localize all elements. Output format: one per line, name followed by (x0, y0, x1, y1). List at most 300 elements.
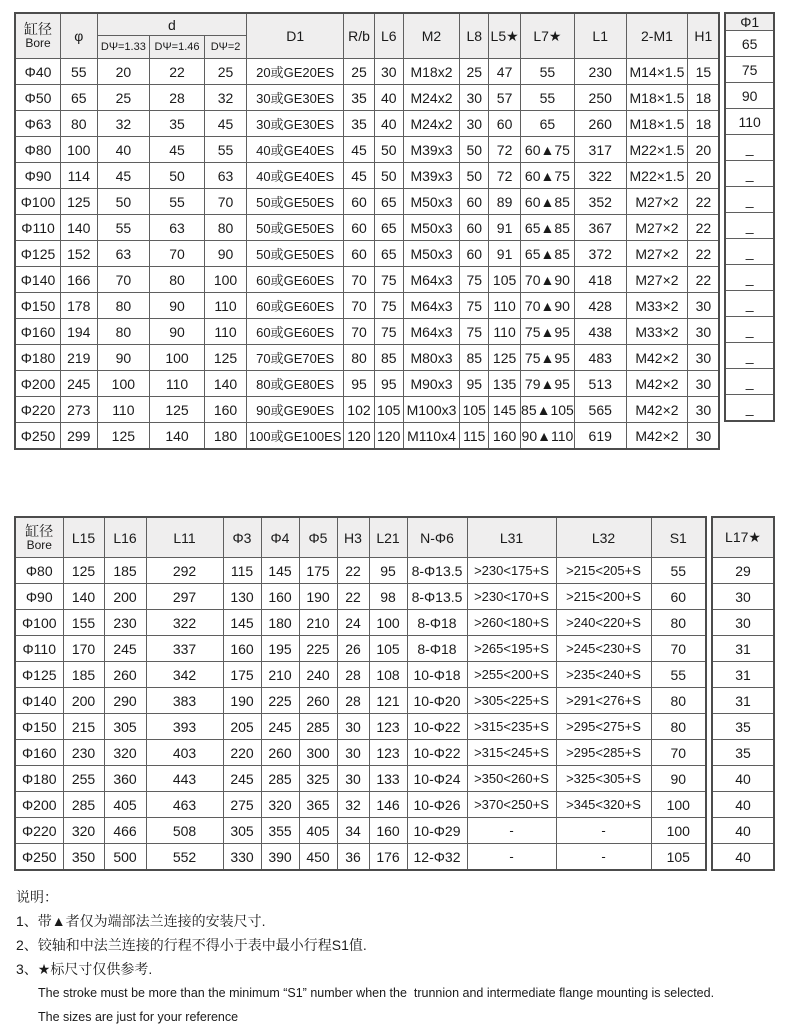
bore-cell: Φ220 (15, 397, 61, 423)
value-cell: 70▲90 (521, 267, 575, 293)
value-cell: 22 (688, 241, 720, 267)
bore-cell: Φ160 (15, 740, 63, 766)
value-cell: 65▲85 (521, 215, 575, 241)
value-cell: 105 (489, 267, 521, 293)
value-cell: 110 (489, 293, 521, 319)
col-header-l16: L16 (104, 517, 146, 558)
bore-cell: Φ250 (15, 844, 63, 871)
value-cell: 180 (204, 423, 246, 450)
value-cell: 367 (574, 215, 626, 241)
table-row (15, 844, 706, 871)
value-cell: 121 (369, 688, 407, 714)
value-cell: 70 (651, 636, 706, 662)
value-cell: 320 (261, 792, 299, 818)
value-cell: _ (725, 291, 774, 317)
table-row (15, 137, 719, 163)
value-cell: 65 (374, 241, 403, 267)
value-cell: 160 (204, 397, 246, 423)
note-item-2: 2、铰轴和中法兰连接的行程不得小于表中最小行程S1值. (16, 937, 367, 953)
value-cell: 105 (460, 397, 489, 423)
col-header-l6: L6 (374, 13, 403, 59)
col-header-h1: H1 (688, 13, 720, 59)
value-cell: 108 (369, 662, 407, 688)
value-cell: 65 (521, 111, 575, 137)
value-cell: 210 (261, 662, 299, 688)
value-cell: 100 (651, 792, 706, 818)
value-cell: >325<305+S (556, 766, 651, 792)
value-cell: 260 (261, 740, 299, 766)
bore-cell: Φ110 (15, 636, 63, 662)
bore-cell: Φ50 (15, 85, 61, 111)
col-header-d-group: d (97, 13, 247, 36)
bore-cell: Φ80 (15, 137, 61, 163)
value-cell: 65 (374, 189, 403, 215)
value-cell: M110x4 (403, 423, 460, 450)
value-cell: 100 (150, 345, 205, 371)
value-cell: 110 (725, 109, 774, 135)
table-row (712, 714, 774, 740)
table-row (725, 343, 774, 369)
table-row (15, 267, 719, 293)
value-cell: >215<200+S (556, 584, 651, 610)
value-cell: 35 (712, 740, 774, 766)
table-row (15, 558, 706, 584)
table2-header-row (15, 517, 706, 558)
value-cell: 80或GE80ES (247, 371, 344, 397)
value-cell: 30 (688, 397, 720, 423)
table2-header (15, 517, 706, 558)
value-cell: M33×2 (626, 293, 688, 319)
value-cell: >230<175+S (467, 558, 556, 584)
value-cell: 45 (150, 137, 205, 163)
value-cell: 552 (146, 844, 223, 871)
value-cell: 10-Φ24 (407, 766, 467, 792)
value-cell: 90 (651, 766, 706, 792)
bore-label-en: Bore (26, 537, 52, 552)
value-cell: 55 (204, 137, 246, 163)
value-cell: M14×1.5 (626, 59, 688, 85)
value-cell: 383 (146, 688, 223, 714)
value-cell: 115 (223, 558, 261, 584)
col-header-l7: L7★ (521, 13, 575, 59)
value-cell: 100或GE100ES (247, 423, 344, 450)
value-cell: 160 (223, 636, 261, 662)
value-cell: 60 (344, 215, 375, 241)
value-cell: 160 (489, 423, 521, 450)
value-cell: 225 (261, 688, 299, 714)
value-cell: >260<180+S (467, 610, 556, 636)
value-cell: 25 (344, 59, 375, 85)
value-cell: 30 (374, 59, 403, 85)
value-cell: 130 (223, 584, 261, 610)
table1-body (15, 59, 719, 450)
value-cell: 70 (204, 189, 246, 215)
value-cell: 90 (150, 293, 205, 319)
value-cell: 50 (460, 163, 489, 189)
col-header-d-2: DΨ=2 (204, 36, 246, 59)
value-cell: 428 (574, 293, 626, 319)
value-cell: 60▲85 (521, 189, 575, 215)
value-cell: 45 (344, 137, 375, 163)
value-cell: 91 (489, 215, 521, 241)
value-cell: 12-Φ32 (407, 844, 467, 871)
table-row (725, 161, 774, 187)
value-cell: 30 (688, 345, 720, 371)
value-cell: >265<195+S (467, 636, 556, 662)
value-cell: 25 (204, 59, 246, 85)
value-cell: 80 (344, 345, 375, 371)
value-cell: 28 (150, 85, 205, 111)
value-cell: 225 (299, 636, 337, 662)
value-cell: 95 (374, 371, 403, 397)
value-cell: 35 (344, 85, 375, 111)
value-cell: 40 (97, 137, 150, 163)
value-cell: M39x3 (403, 137, 460, 163)
value-cell: 30 (712, 610, 774, 636)
table-row (15, 59, 719, 85)
bore-cell: Φ40 (15, 59, 61, 85)
value-cell: 50 (150, 163, 205, 189)
value-cell: 70 (651, 740, 706, 766)
value-cell: 330 (223, 844, 261, 871)
value-cell: >315<235+S (467, 714, 556, 740)
table-row (15, 293, 719, 319)
value-cell: M33×2 (626, 319, 688, 345)
value-cell: 245 (223, 766, 261, 792)
value-cell: 352 (574, 189, 626, 215)
value-cell: 405 (104, 792, 146, 818)
value-cell: 100 (369, 610, 407, 636)
value-cell: _ (725, 187, 774, 213)
value-cell: 90或GE90ES (247, 397, 344, 423)
value-cell: 110 (97, 397, 150, 423)
value-cell: _ (725, 239, 774, 265)
value-cell: M27×2 (626, 189, 688, 215)
value-cell: 70 (344, 319, 375, 345)
value-cell: 273 (61, 397, 97, 423)
value-cell: >235<240+S (556, 662, 651, 688)
value-cell: - (556, 844, 651, 871)
value-cell: 40或GE40ES (247, 137, 344, 163)
value-cell: >370<250+S (467, 792, 556, 818)
value-cell: 219 (61, 345, 97, 371)
table-row (725, 109, 774, 135)
value-cell: 325 (299, 766, 337, 792)
bore-label-zh: 缸径 (25, 522, 54, 539)
value-cell: 50或GE50ES (247, 241, 344, 267)
value-cell: 10-Φ29 (407, 818, 467, 844)
value-cell: 275 (223, 792, 261, 818)
value-cell: 355 (261, 818, 299, 844)
value-cell: 22 (688, 267, 720, 293)
value-cell: 125 (489, 345, 521, 371)
table-row (15, 636, 706, 662)
notes-section (14, 885, 775, 1029)
value-cell: 466 (104, 818, 146, 844)
value-cell: 194 (61, 319, 97, 345)
value-cell: 125 (63, 558, 104, 584)
value-cell: 20 (97, 59, 150, 85)
value-cell: M64x3 (403, 319, 460, 345)
value-cell: 140 (150, 423, 205, 450)
value-cell: >245<230+S (556, 636, 651, 662)
value-cell: 120 (374, 423, 403, 450)
col-header-bore (15, 13, 61, 59)
value-cell: M18×1.5 (626, 111, 688, 137)
value-cell: 28 (337, 688, 369, 714)
value-cell: 160 (261, 584, 299, 610)
value-cell: 8-Φ18 (407, 610, 467, 636)
value-cell: >295<285+S (556, 740, 651, 766)
value-cell: 170 (63, 636, 104, 662)
value-cell: 55 (521, 59, 575, 85)
value-cell: 70 (150, 241, 205, 267)
value-cell: 63 (97, 241, 150, 267)
value-cell: 75▲95 (521, 319, 575, 345)
value-cell: 18 (688, 85, 720, 111)
bore-cell: Φ90 (15, 584, 63, 610)
value-cell: 40 (712, 818, 774, 844)
table-row (725, 291, 774, 317)
table2-body (15, 558, 706, 871)
value-cell: 90 (204, 241, 246, 267)
value-cell: 180 (261, 610, 299, 636)
value-cell: M42×2 (626, 397, 688, 423)
value-cell: 89 (489, 189, 521, 215)
value-cell: >295<275+S (556, 714, 651, 740)
table2-side-header-row (712, 517, 774, 558)
table-row (15, 662, 706, 688)
value-cell: 63 (150, 215, 205, 241)
bore-cell: Φ100 (15, 189, 61, 215)
notes-title: 说明： (16, 889, 58, 905)
value-cell: 123 (369, 714, 407, 740)
value-cell: 30 (688, 371, 720, 397)
value-cell: _ (725, 395, 774, 422)
value-cell: 102 (344, 397, 375, 423)
value-cell: 260 (104, 662, 146, 688)
value-cell: 85 (374, 345, 403, 371)
value-cell: 95 (460, 371, 489, 397)
value-cell: 75 (374, 267, 403, 293)
value-cell: >215<205+S (556, 558, 651, 584)
value-cell: 60或GE60ES (247, 267, 344, 293)
value-cell: 30 (337, 766, 369, 792)
table-row (712, 584, 774, 610)
value-cell: 70或GE70ES (247, 345, 344, 371)
value-cell: M27×2 (626, 267, 688, 293)
col-header-nphi6: N-Φ6 (407, 517, 467, 558)
value-cell: _ (725, 213, 774, 239)
value-cell: >291<276+S (556, 688, 651, 714)
value-cell: 65 (61, 85, 97, 111)
value-cell: 230 (63, 740, 104, 766)
value-cell: 60 (344, 189, 375, 215)
table-row (725, 135, 774, 161)
value-cell: 30 (688, 423, 720, 450)
value-cell: 10-Φ22 (407, 740, 467, 766)
value-cell: 30 (688, 319, 720, 345)
note-english-2: The sizes are just for your reference (38, 1010, 239, 1024)
value-cell: >305<225+S (467, 688, 556, 714)
value-cell: M24x2 (403, 111, 460, 137)
value-cell: 393 (146, 714, 223, 740)
table-row (15, 85, 719, 111)
col-header-phi1: Φ1 (725, 13, 774, 31)
bore-cell: Φ63 (15, 111, 61, 137)
value-cell: 322 (574, 163, 626, 189)
value-cell: M50x3 (403, 215, 460, 241)
note-english-1: The stroke must be more than the minimum “S1” number when the trunnion and intermediate flange mounting is selected. (38, 986, 715, 1000)
col-header-2m1: 2-M1 (626, 13, 688, 59)
table-row (15, 584, 706, 610)
value-cell: 22 (688, 215, 720, 241)
value-cell: 35 (344, 111, 375, 137)
table-row (15, 241, 719, 267)
value-cell: 55 (651, 662, 706, 688)
value-cell: 114 (61, 163, 97, 189)
value-cell: 100 (651, 818, 706, 844)
value-cell: 195 (261, 636, 299, 662)
col-header-l15: L15 (63, 517, 104, 558)
col-header-s1: S1 (651, 517, 706, 558)
bore-cell: Φ160 (15, 319, 61, 345)
value-cell: 80 (97, 293, 150, 319)
value-cell: 20 (688, 163, 720, 189)
value-cell: 31 (712, 688, 774, 714)
value-cell: M64x3 (403, 267, 460, 293)
value-cell: 72 (489, 137, 521, 163)
col-header-m2: M2 (403, 13, 460, 59)
col-header-phi5: Φ5 (299, 517, 337, 558)
table-row (712, 636, 774, 662)
value-cell: 75 (725, 57, 774, 83)
value-cell: 70 (344, 293, 375, 319)
value-cell: 155 (63, 610, 104, 636)
value-cell: 72 (489, 163, 521, 189)
value-cell: 100 (61, 137, 97, 163)
value-cell: 40 (374, 85, 403, 111)
value-cell: 40 (712, 792, 774, 818)
value-cell: 75 (460, 293, 489, 319)
value-cell: 45 (97, 163, 150, 189)
col-header-phi4: Φ4 (261, 517, 299, 558)
table-row (712, 844, 774, 871)
value-cell: 178 (61, 293, 97, 319)
col-header-d1: D1 (247, 13, 344, 59)
value-cell: 35 (712, 714, 774, 740)
value-cell: M18x2 (403, 59, 460, 85)
value-cell: _ (725, 161, 774, 187)
value-cell: 205 (223, 714, 261, 740)
table1-header-row (15, 13, 719, 36)
table2-side (711, 516, 775, 871)
value-cell: 230 (574, 59, 626, 85)
value-cell: 20 (688, 137, 720, 163)
value-cell: 176 (369, 844, 407, 871)
value-cell: 190 (223, 688, 261, 714)
value-cell: 297 (146, 584, 223, 610)
value-cell: 70 (97, 267, 150, 293)
value-cell: 60或GE60ES (247, 293, 344, 319)
value-cell: 30或GE30ES (247, 85, 344, 111)
value-cell: 63 (204, 163, 246, 189)
col-header-h3: H3 (337, 517, 369, 558)
value-cell: 50 (97, 189, 150, 215)
table-row (712, 662, 774, 688)
value-cell: 25 (97, 85, 150, 111)
value-cell: 463 (146, 792, 223, 818)
value-cell: - (467, 818, 556, 844)
value-cell: 40 (712, 766, 774, 792)
value-cell: 60▲75 (521, 137, 575, 163)
value-cell: 140 (204, 371, 246, 397)
bore-cell: Φ100 (15, 610, 63, 636)
value-cell: 285 (261, 766, 299, 792)
table-row (712, 558, 774, 584)
bore-cell: Φ220 (15, 818, 63, 844)
value-cell: 60 (460, 189, 489, 215)
value-cell: M42×2 (626, 423, 688, 450)
table-row (725, 265, 774, 291)
value-cell: 145 (223, 610, 261, 636)
value-cell: 125 (204, 345, 246, 371)
value-cell: 60 (344, 241, 375, 267)
value-cell: 30 (337, 740, 369, 766)
bore-label-en: Bore (25, 36, 51, 50)
col-header-rb: R/b (344, 13, 375, 59)
value-cell: 80 (651, 714, 706, 740)
value-cell: 85▲105 (521, 397, 575, 423)
value-cell: 70▲90 (521, 293, 575, 319)
value-cell: 320 (63, 818, 104, 844)
table-row (725, 31, 774, 57)
table-row (712, 792, 774, 818)
value-cell: 32 (204, 85, 246, 111)
value-cell: >240<220+S (556, 610, 651, 636)
value-cell: 75 (374, 293, 403, 319)
value-cell: 125 (97, 423, 150, 450)
col-header-l17: L17★ (712, 517, 774, 558)
value-cell: 10-Φ20 (407, 688, 467, 714)
value-cell: 22 (688, 189, 720, 215)
value-cell: 418 (574, 267, 626, 293)
value-cell: 260 (574, 111, 626, 137)
value-cell: 75 (460, 319, 489, 345)
value-cell: - (556, 818, 651, 844)
value-cell: 60 (651, 584, 706, 610)
bore-cell: Φ150 (15, 714, 63, 740)
value-cell: 500 (104, 844, 146, 871)
value-cell: 50 (374, 137, 403, 163)
value-cell: M42×2 (626, 345, 688, 371)
value-cell: 65▲85 (521, 241, 575, 267)
table-row (725, 395, 774, 422)
value-cell: 30 (688, 293, 720, 319)
table-row (712, 688, 774, 714)
value-cell: 230 (104, 610, 146, 636)
value-cell: 90▲110 (521, 423, 575, 450)
value-cell: 240 (299, 662, 337, 688)
value-cell: 80 (204, 215, 246, 241)
table-row (15, 371, 719, 397)
value-cell: 60 (460, 241, 489, 267)
col-header-l1: L1 (574, 13, 626, 59)
value-cell: 60或GE60ES (247, 319, 344, 345)
value-cell: 360 (104, 766, 146, 792)
bore-cell: Φ90 (15, 163, 61, 189)
value-cell: 31 (712, 636, 774, 662)
